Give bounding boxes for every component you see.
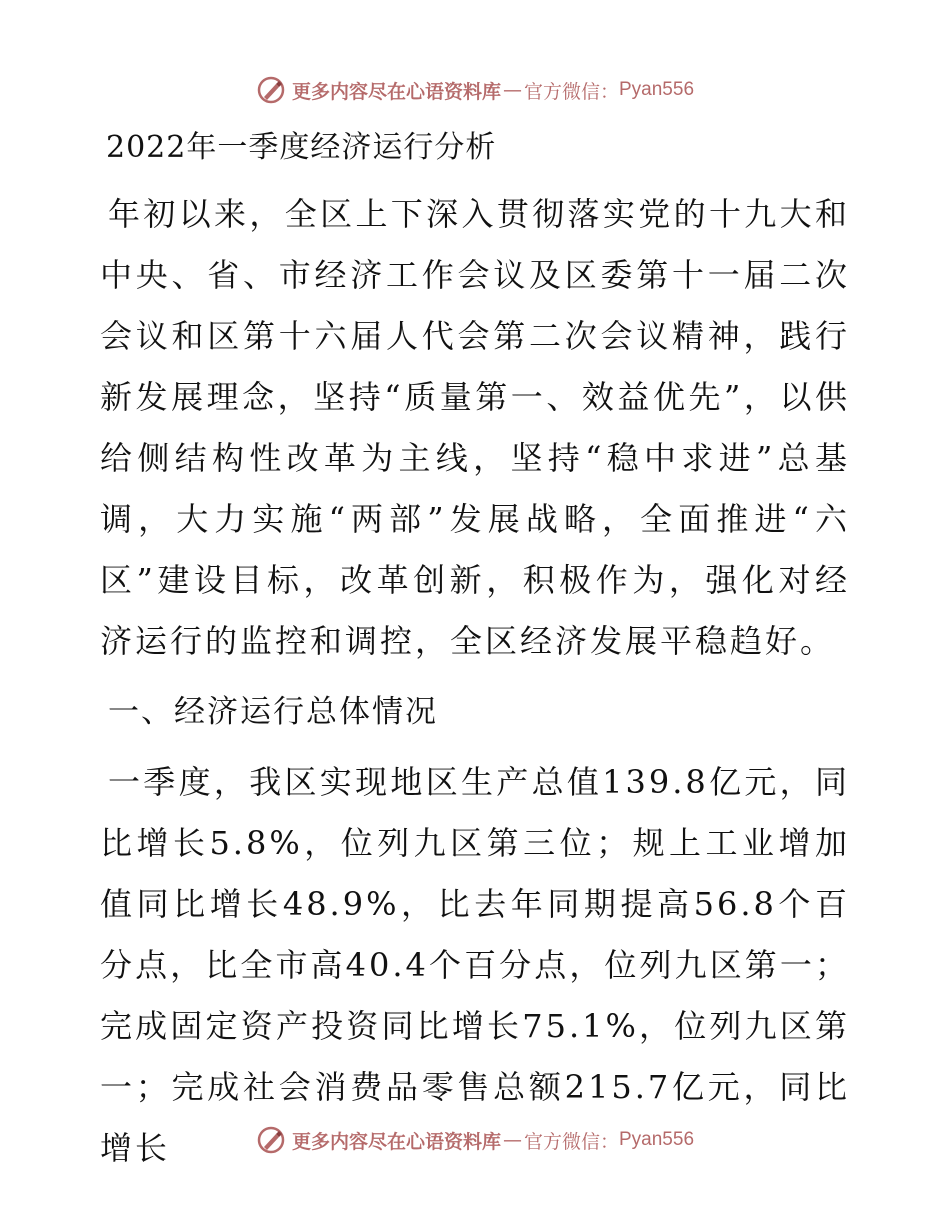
pen-logo-icon bbox=[256, 75, 286, 105]
section-heading: 一、经济运行总体情况 bbox=[108, 694, 438, 730]
watermark-wechat-label: 官方微信： bbox=[523, 1130, 619, 1153]
document-title: 2022年一季度经济运行分析 bbox=[106, 130, 497, 165]
watermark-text: 更多内容尽在心语资料库 bbox=[291, 80, 501, 103]
watermark-header bbox=[0, 70, 950, 110]
watermark-wechat-id: Pyan556 bbox=[619, 79, 695, 100]
section-paragraph: 一季度，我区实现地区生产总值139.8亿元，同比增长5.8%，位列九区第三位；规上工业增加值同比增长48.9%，比去年同期提高56.8个百分点，比全市高40.4个百分点，位列九区第一；完成固定资产投资同比增长75.1%，位列九区第一；完成社会消费品零售总额215.7亿元，同比增长 bbox=[100, 763, 850, 1167]
intro-paragraph: 年初以来，全区上下深入贯彻落实党的十九大和中央、省、市经济工作会议及区委第十一届二次会议和区第十六届人代会第二次会议精神，践行新发展理念，坚持“质量第一、效益优先”，以供给侧结构性改革为主线，坚持“稳中求进”总基调，大力实施“两部”发展战略，全面推进“六区”建设目标，改革创新，积极作为，强化对经济运行的监控和调控，全区经济发展平稳趋好。 bbox=[100, 195, 850, 660]
watermark-footer bbox=[0, 1120, 950, 1160]
watermark-separator: — bbox=[502, 79, 522, 101]
document-body bbox=[100, 122, 850, 1189]
pen-logo-icon bbox=[256, 1125, 286, 1155]
watermark-separator: — bbox=[502, 1129, 522, 1151]
watermark-text: 更多内容尽在心语资料库 bbox=[291, 1130, 501, 1153]
watermark-wechat-label: 官方微信： bbox=[523, 80, 619, 103]
watermark-wechat-id: Pyan556 bbox=[619, 1129, 695, 1150]
